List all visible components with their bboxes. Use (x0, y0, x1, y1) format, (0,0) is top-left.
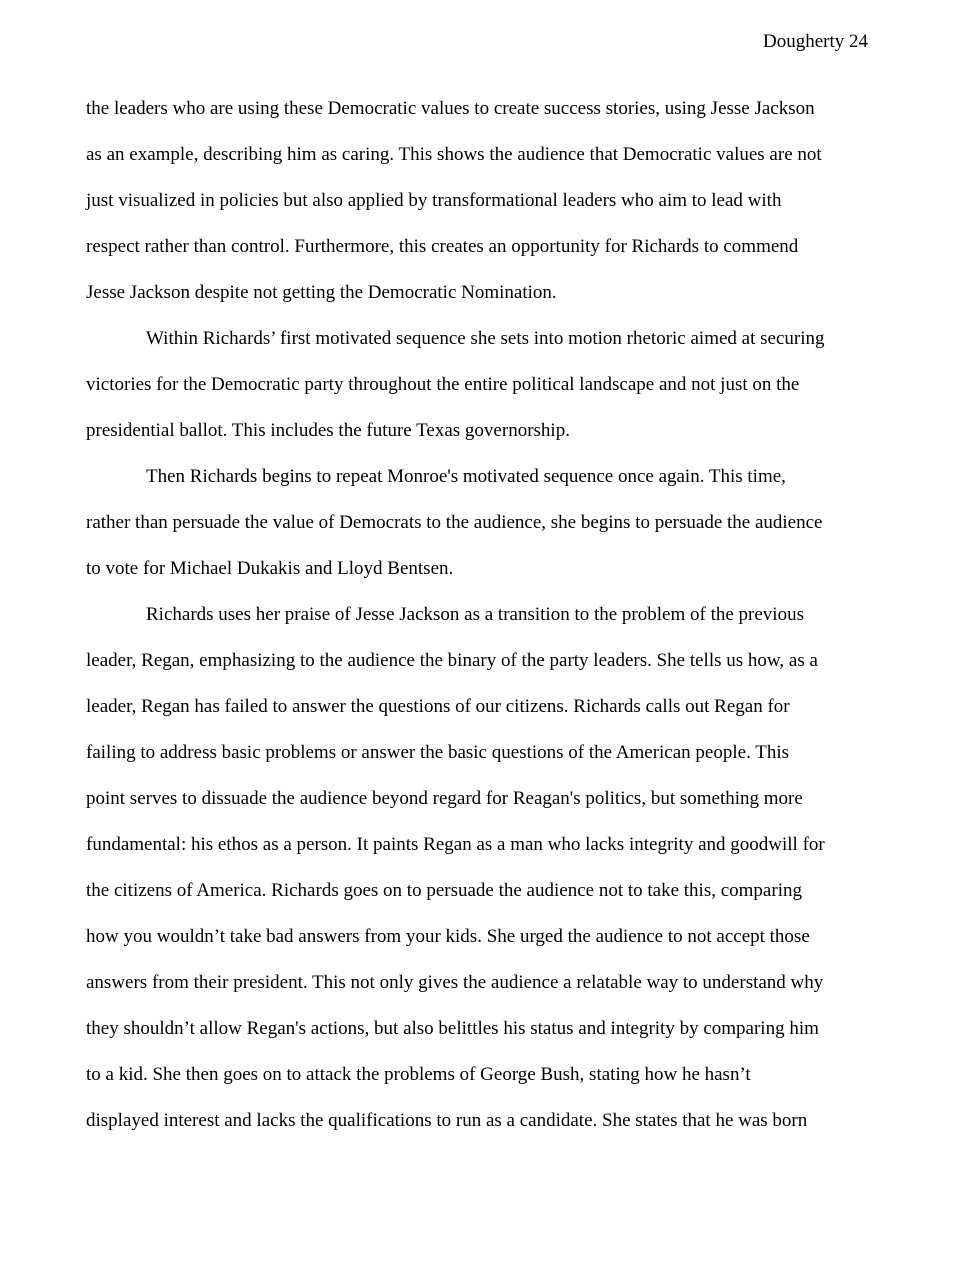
text-line: rather than persuade the value of Democrats to the audience, she begins to persuade the audience (86, 512, 823, 533)
text-line: leader, Regan has failed to answer the questions of our citizens. Richards calls out Regan for (86, 696, 790, 717)
text-line: point serves to dissuade the audience beyond regard for Reagan's politics, but something more (86, 788, 803, 809)
text-line: fundamental: his ethos as a person. It paints Regan as a man who lacks integrity and goodwill for (86, 834, 825, 855)
text-line: to a kid. She then goes on to attack the problems of George Bush, stating how he hasn’t (86, 1064, 751, 1085)
text-line: leader, Regan, emphasizing to the audience the binary of the party leaders. She tells us how, as a (86, 650, 818, 671)
text-line: the citizens of America. Richards goes on to persuade the audience not to take this, comparing (86, 880, 802, 901)
text-line: how you wouldn’t take bad answers from your kids. She urged the audience to not accept those (86, 926, 810, 947)
text-line: displayed interest and lacks the qualifications to run as a candidate. She states that he was born (86, 1110, 808, 1131)
paragraph-first-line: Richards uses her praise of Jesse Jackson as a transition to the problem of the previous (146, 604, 804, 625)
text-line: failing to address basic problems or answer the basic questions of the American people. This (86, 742, 789, 763)
text-line: the leaders who are using these Democratic values to create success stories, using Jesse Jackson (86, 98, 815, 119)
paragraph-first-line: Within Richards’ first motivated sequence she sets into motion rhetoric aimed at securing (146, 328, 825, 349)
text-line: as an example, describing him as caring. This shows the audience that Democratic values are not (86, 144, 822, 165)
text-line: respect rather than control. Furthermore, this creates an opportunity for Richards to commend (86, 236, 799, 257)
text-line: answers from their president. This not only gives the audience a relatable way to understand why (86, 972, 824, 993)
running-head: Dougherty 24 (762, 31, 868, 52)
text-line: to vote for Michael Dukakis and Lloyd Bentsen. (86, 558, 454, 579)
body-text (86, 86, 872, 1144)
text-line: just visualized in policies but also applied by transformational leaders who aim to lead with (86, 190, 782, 211)
text-line: victories for the Democratic party throughout the entire political landscape and not just on the (86, 374, 800, 395)
text-line: presidential ballot. This includes the future Texas governorship. (86, 420, 570, 441)
paragraph-first-line: Then Richards begins to repeat Monroe's motivated sequence once again. This time, (146, 466, 786, 487)
text-line: they shouldn’t allow Regan's actions, but also belittles his status and integrity by comparing him (86, 1018, 819, 1039)
text-line: Jesse Jackson despite not getting the Democratic Nomination. (86, 282, 557, 303)
